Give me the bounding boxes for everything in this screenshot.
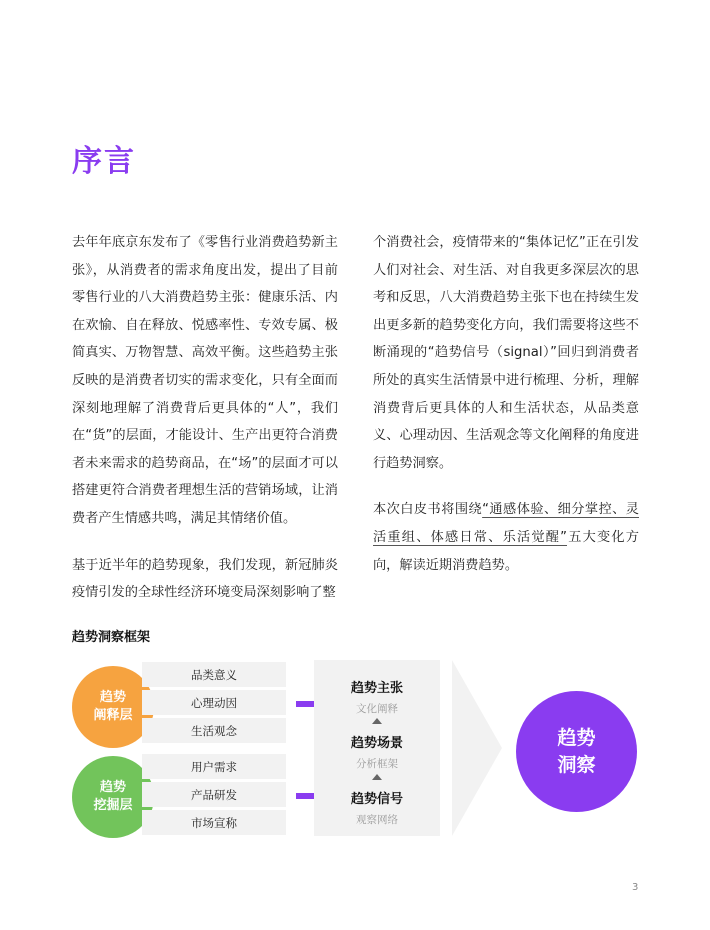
page-title: 序言 [72,144,136,179]
level-trend-signal [314,788,440,827]
level-trend-claim [314,677,440,716]
framework-item: 用户需求 [142,754,286,779]
circle-label: 趋势 [557,726,596,749]
paragraph: 去年年底京东发布了《零售行业消费趋势新主张》，从消费者的需求角度出发，提出了目前零售行业的八大消费趋势主张：健康乐活、内在欢愉、自在释放、悦感率性、专效专属、极简真实、万物智慧、高效平衡。这些趋势主张反映的是消费者切实的需求变化，只有全面而深刻地理解了消费背后更具体的“人”，我们在“货”的层面，才能设计、生产出更符合消费者未来需求的趋势商品，在“场”的层面才可以搭建更符合消费者理想生活的营销场域，让消费者产生情感共鸣，满足其情绪价值。 [72,235,338,526]
right-column [373,229,639,598]
framework-item: 生活观念 [142,718,286,743]
circle-label: 趋势 [99,690,126,705]
framework-title: 趋势洞察框架 [72,630,151,645]
circle-label: 趋势 [99,780,126,795]
framework-item: 产品研发 [142,782,286,807]
level-trend-scene [314,732,440,771]
framework-item: 市场宣称 [142,810,286,835]
paragraph: 个消费社会，疫情带来的“集体记忆”正在引发人们对社会、对生活、对自我更多深层次的思考和反思，八大消费趋势主张下也在持续生发出更多新的趋势变化方向，我们需要将这些不断涌现的“趋势信号（signal）”回归到消费者所处的真实生活情景中进行梳理、分析，理解消费背后更具体的人和生活状态，从品类意义、心理动因、生活观念等文化阐释的角度进行趋势洞察。 [373,235,639,471]
level-subtitle: 分析框架 [356,758,398,770]
paragraph-text: 本次白皮书将围绕 [373,502,483,518]
up-triangle-icon [372,774,382,780]
framework-item: 心理动因 [142,690,286,715]
level-title: 趋势信号 [350,792,403,807]
highlight-directions: “通感体验、细分掌控、灵活重组、体感日常、乐活觉醒” [373,502,639,545]
paragraph [373,496,639,579]
up-triangle-icon [372,718,382,724]
chevron-arrow-icon [452,660,502,836]
level-subtitle: 文化阐释 [356,703,398,715]
trend-insight-circle [516,691,637,812]
framework-item: 品类意义 [142,662,286,687]
level-title: 趋势主张 [350,681,403,696]
left-column [72,229,338,626]
level-title: 趋势场景 [350,736,403,751]
circle-label: 阐释层 [93,708,133,723]
circle-label: 洞察 [557,753,596,776]
paragraph: 基于近半年的趋势现象，我们发现，新冠肺炎疫情引发的全球性经济环境变局深刻影响了整 [72,557,338,601]
level-subtitle: 观察网络 [356,814,398,826]
page-number: 3 [632,882,639,893]
paragraph-text: 五大变化方向，解读近期消费趋势。 [373,529,639,573]
circle-label: 挖掘层 [93,798,133,813]
